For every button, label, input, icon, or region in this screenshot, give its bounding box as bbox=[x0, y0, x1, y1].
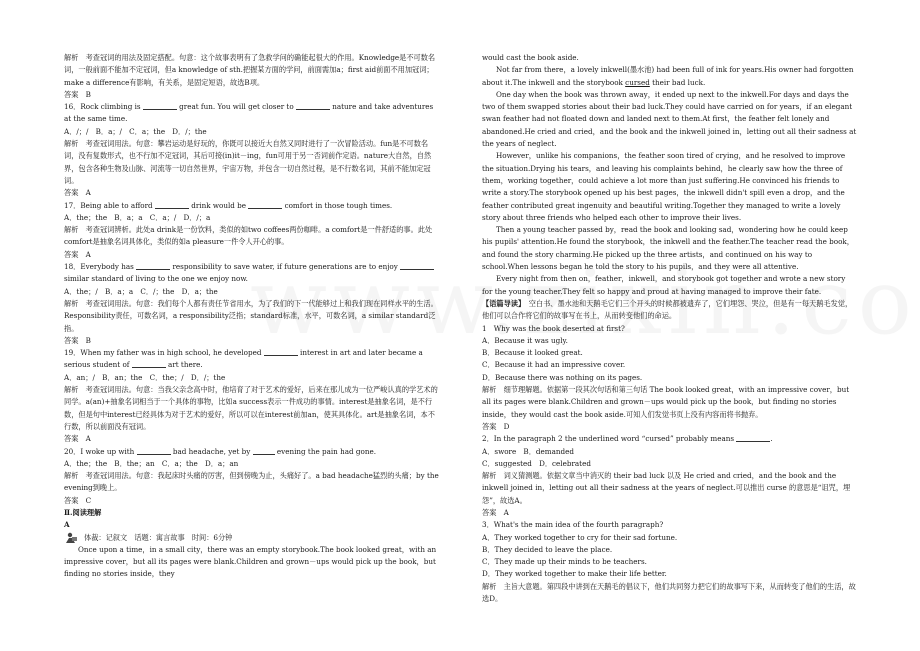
option-3a: A．They worked together to cry for their sad fortune. bbox=[482, 532, 678, 542]
passage-paragraph-6: Every night from then on，feather，inkwell，and storybook got together and wrote a new story for the young teacher.They felt so happy and proud at having managed to improve their fate. bbox=[482, 274, 846, 296]
passage-paragraph-3: One day when the book was thrown away，it ended up next to the inkwell.For days and days the two of them swapped stories about their bad luck.They could have carried on for years，if an elegant swan feather had not floated down and landed next to them.At first，the feather felt lonely and abandoned.He cried and cried，and the book and the inkwell joined in，letting out all their sadness at the years of neglect. bbox=[482, 89, 857, 149]
answer-17: 答案 A bbox=[64, 249, 91, 259]
passage-paragraph-1-cont: would cast the book aside. bbox=[482, 53, 579, 62]
answer-1: 答案 D bbox=[482, 421, 510, 431]
answer-20: 答案 C bbox=[64, 495, 92, 505]
question-3: 3．What's the main idea of the fourth paragraph? bbox=[482, 520, 664, 530]
question-1: 1 Why was the book deserted at first? bbox=[482, 323, 625, 333]
option-3c: C．They made up their minds to be teachers. bbox=[482, 557, 647, 567]
option-1b: B．Because it looked great. bbox=[482, 348, 583, 358]
reader-icon bbox=[64, 532, 78, 544]
explanation-15: 解析 考查冠词的用法及固定搭配。句意：这个故事表明有了急救学问的确能起很大的作用。Knowledge是不可数名词，一般前面不能加不定冠词，但a knowledge of sth.把握某方面的学问，前面需加a；first aid前面不用加冠词；make a difference有影响，有关系，是固定短语，故选B项。 bbox=[64, 53, 436, 87]
blank bbox=[132, 360, 166, 368]
passage-paragraph-1: Once upon a time，in a small city，there was an empty storybook.The book looked great，with an impressive cover，but all its pages were blank.Children and grown－ups would pick up the book，but finding no stories inside，they bbox=[64, 544, 437, 579]
blank bbox=[136, 262, 170, 270]
explanation-17: 解析 考查冠词辨析。此处a drink是一份饮料，类似的如two coffees两份咖啡。a comfort是一件舒适的事。此处comfort是抽象名词具体化，类似的如a pleasure一件令人开心的事。 bbox=[64, 225, 433, 247]
blank bbox=[137, 447, 171, 455]
question-2: 2．In the paragraph 2 the underlined word “cursed” probably means . bbox=[482, 434, 773, 444]
passage-letter: A bbox=[64, 520, 70, 530]
blank bbox=[253, 447, 275, 455]
explanation-20: 解析 考查冠词用法。句意：我起床时头痛的厉害，但到傍晚为止，头痛好了。a bad headache猛烈的头痛；by the evening到晚上。 bbox=[64, 471, 439, 493]
question-16: 16．Rock climbing is great fun. You will get closer to nature and take adventures at the same time. bbox=[64, 102, 434, 124]
options-16: A．/；/ B．a；/ C．a；the D．/；the bbox=[64, 126, 207, 136]
answer-2: 答案 A bbox=[482, 507, 509, 517]
options-19: A．an；/ B．an；the C．the；/ D．/；the bbox=[64, 372, 226, 382]
right-column bbox=[482, 52, 857, 605]
blank bbox=[155, 201, 189, 209]
blank bbox=[400, 262, 434, 270]
question-19: 19．When my father was in high school, he developed interest in art and later became a serious student of art there. bbox=[64, 348, 423, 370]
passage-paragraph-4: However，unlike his companions，the feather soon tired of crying，and he resolved to improve the situation.Drying his tears，and leaving his complaints behind，he clearly saw how the three of them，working together，could achieve a lot more than just suffering.He convinced his friends to write a story.The storybook opened up his best pages，the inkwell didn't spill even a drop，and the feather contributed great ingenuity and beautiful writing.Together they managed to write a lovely story about three friends who helped each other to improve their lives. bbox=[482, 151, 846, 222]
answer-15: 答案 B bbox=[64, 89, 91, 99]
passage-guide: 【语篇导读】 空白书、墨水池和天鹅毛它们三个开头的时候都被遗弃了，它们埋怨、哭泣，但是有一每天鹅毛发觉，他们可以合作将它们的故事写在书上，从而转变他们的命运。 bbox=[482, 298, 853, 321]
blank bbox=[296, 102, 330, 110]
explanation-16: 解析 考查冠词用法。句意：攀岩运动是好玩的，你既可以接近大自然又同时进行了一次冒险活动。fun是不可数名词，没有复数形式，也不行加不定冠词，其后可接(in)it－ing，fun可用于另一否词前作定语。nature大自然，自然界，包含各种生物及山脉、河流等一切自然世界，宇宙万物，并包含一切自然过程，是不行数名词，其前不能加定冠词。 bbox=[64, 139, 432, 185]
option-1d: D．Because there was nothing on its pages. bbox=[482, 372, 643, 382]
section-heading: Ⅱ.阅读理解 bbox=[64, 507, 102, 517]
blank bbox=[736, 434, 770, 442]
option-3d: D．They worked together to make their life better. bbox=[482, 569, 667, 579]
passage-meta: 体裁：记叙文 话题：寓言故事 时间：6分钟 bbox=[64, 532, 439, 544]
question-17: 17．Being able to afford drink would be comfort in those tough times. bbox=[64, 200, 393, 210]
option-1a: A．Because it was ugly. bbox=[482, 335, 568, 345]
blank bbox=[248, 201, 282, 209]
explanation-3: 解析 主旨大意题。第四段中讲到在天鹅毛的倡议下，他们共同努力把它们的故事写下来，从而转变了他们的生活，故选D。 bbox=[482, 581, 856, 604]
question-20: 20．I woke up with bad headache, yet by evening the pain had gone. bbox=[64, 446, 376, 456]
question-18: 18．Everybody has responsibility to save water, if future generations are to enjoy similar standard of living to the one we enjoy now. bbox=[64, 261, 439, 286]
answer-16: 答案 A bbox=[64, 188, 91, 198]
passage-paragraph-5: Then a young teacher passed by，read the book and looking sad，wondering how he could keep his pupils' attention.He found the storybook，the inkwell and the feather.The teacher read the book，and found the story charming.He picked up the three artists，and continued on his way to school.When lessons began he told the story to his pupils，and they were all attentive. bbox=[482, 225, 854, 272]
explanation-1: 解析 细节理解题。依据第一段其次句话和第三句话 The book looked great，with an impressive cover，but all its pages were blank.Children and grown－ups would pick up the book，but finding no stories inside，they would cast the book aside.可知人们发觉书页上没有内容而将书抛弃。 bbox=[482, 385, 850, 419]
answer-18: 答案 B bbox=[64, 335, 91, 345]
explanation-18: 解析 考查冠词用法。句意：我们每个人都有责任节省用水，为了我们的下一代能够过上和我们现在同样水平的生活。Responsibility责任，可数名词，a responsibility泛指；standard标准，水平，可数名词，a similar standard泛指。 bbox=[64, 298, 438, 333]
options-18: A．the；/ B．a；a C．/；the D．a；the bbox=[64, 286, 218, 296]
explanation-2: 解析 词义猜测题。依据文章当中消灭的 their bad luck 以及 He cried and cried，and the book and the inkwell joined in，letting out all their sadness at the years of neglect.可以推出 curse 的意思是“诅咒，埋怨”，故选A。 bbox=[482, 471, 851, 505]
options-2-row2: C．suggested D．celebrated bbox=[482, 458, 591, 468]
blank bbox=[264, 348, 298, 356]
options-20: A．the；the B．the；an C．a；the D．a；an bbox=[64, 458, 239, 468]
underlined-word: cursed bbox=[625, 77, 650, 87]
option-1c: C．Because it had an impressive cover. bbox=[482, 360, 626, 370]
explanation-19: 解析 考查冠词用法。句意：当我父亲念高中时，他培育了对于艺术的爱好，后来在那儿成为一位严峻认真的学艺术的同学。a(an)+抽象名词相当于一个具体的事物，比如a success表示一件成功的事情。interest是抽象名词，是不行数，但是句中interest已经具体为对于艺术的爱好，所以可以在interest前加an，使其具体化。art是抽象名词，本不行数，所以前面没有冠词。 bbox=[64, 385, 438, 431]
left-column bbox=[64, 52, 439, 581]
blank bbox=[143, 102, 177, 110]
options-2-row1: A．swore B．demanded bbox=[482, 446, 574, 456]
options-17: A．the；the B．a；a C．a；/ D．/；a bbox=[64, 212, 211, 222]
passage-paragraph-2: Not far from there，a lovely inkwell(墨水池) had been full of ink for years.His owner had forgotten about it.The inkwell and the storybook cursed their bad luck. bbox=[482, 65, 854, 87]
answer-19: 答案 A bbox=[64, 434, 91, 444]
option-3b: B．They decided to leave the place. bbox=[482, 544, 613, 554]
